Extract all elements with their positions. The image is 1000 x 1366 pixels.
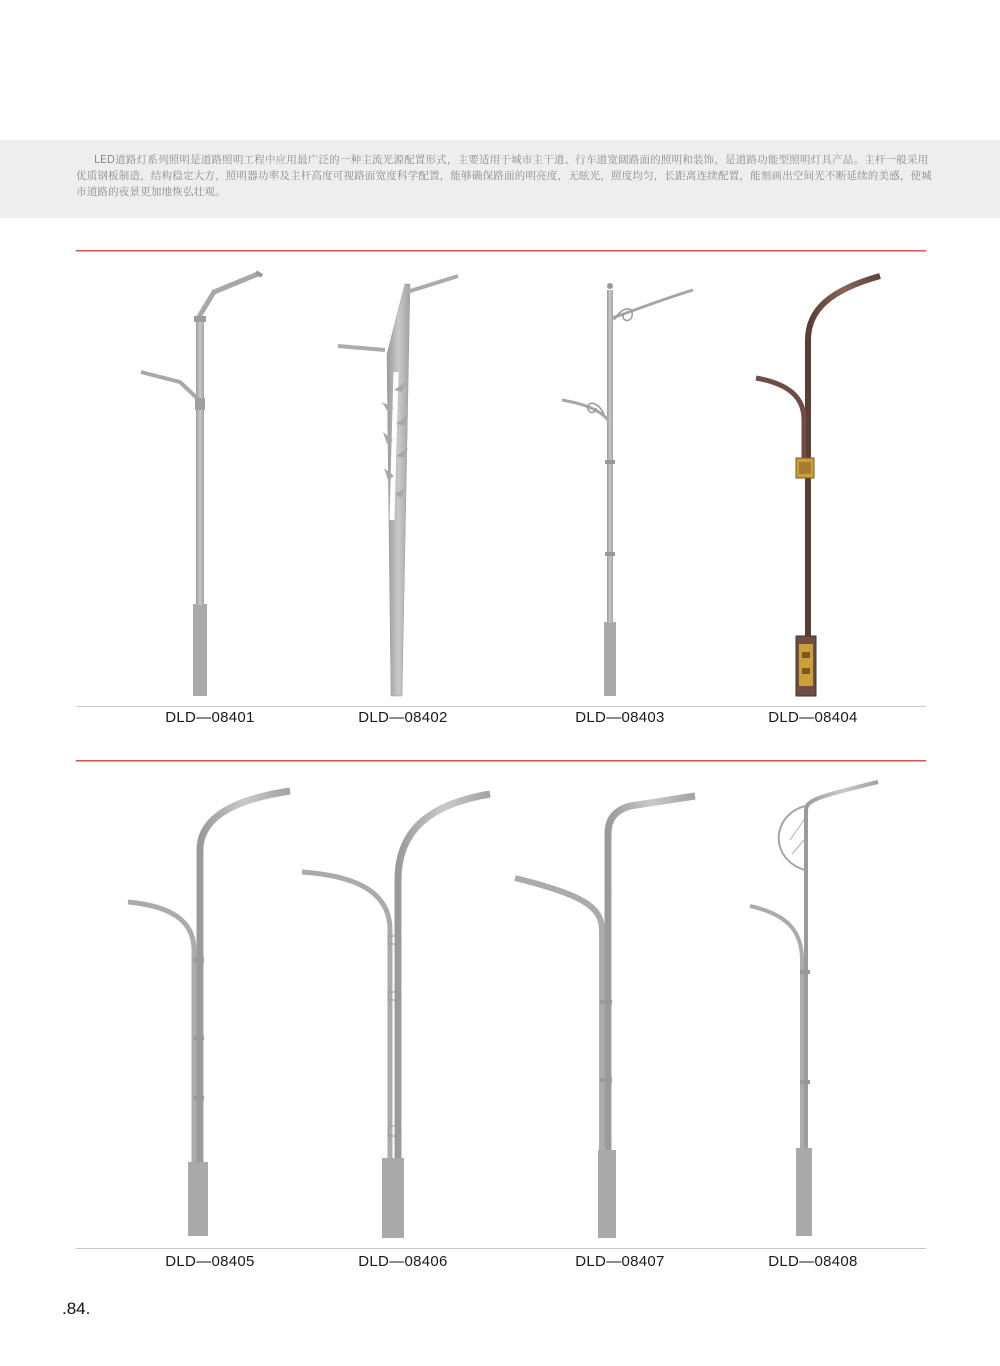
street-light-pole-08407 (515, 796, 695, 1238)
street-light-pole-08402 (338, 276, 458, 696)
model-label-08408: DLD—08408 (768, 1253, 858, 1270)
model-label-08406: DLD—08406 (358, 1253, 448, 1270)
model-label-08402: DLD—08402 (358, 709, 448, 726)
street-light-pole-08406 (302, 794, 490, 1238)
street-light-pole-08405 (128, 791, 290, 1236)
model-label-08407: DLD—08407 (575, 1253, 665, 1270)
street-light-pole-08403 (562, 283, 693, 696)
model-label-08405: DLD—08405 (165, 1253, 255, 1270)
model-label-08401: DLD—08401 (165, 709, 255, 726)
model-label-08403: DLD—08403 (575, 709, 665, 726)
intro-paragraph: LED道路灯系列照明是道路照明工程中应用最广泛的一种主流光源配置形式，主要适用于城市主干道、行车道宽阔路面的照明和装饰，是道路功能型照明灯具产品。主杆一般采用优质钢板制造，结构稳定大方，照明器功率及主杆高度可视路面宽度科学配置，能够确保路面的明亮度，无眩光，照度均匀，长距离连续配置，能刻画出空间光不断延续的美感，使城市道路的夜景更加地恢弘壮观。 (76, 154, 932, 198)
street-light-pole-08404 (756, 276, 880, 696)
street-light-pole-08401 (141, 272, 262, 696)
model-label-08404: DLD—08404 (768, 709, 858, 726)
street-light-pole-08408 (750, 782, 878, 1236)
page-number: .84. (62, 1299, 91, 1318)
